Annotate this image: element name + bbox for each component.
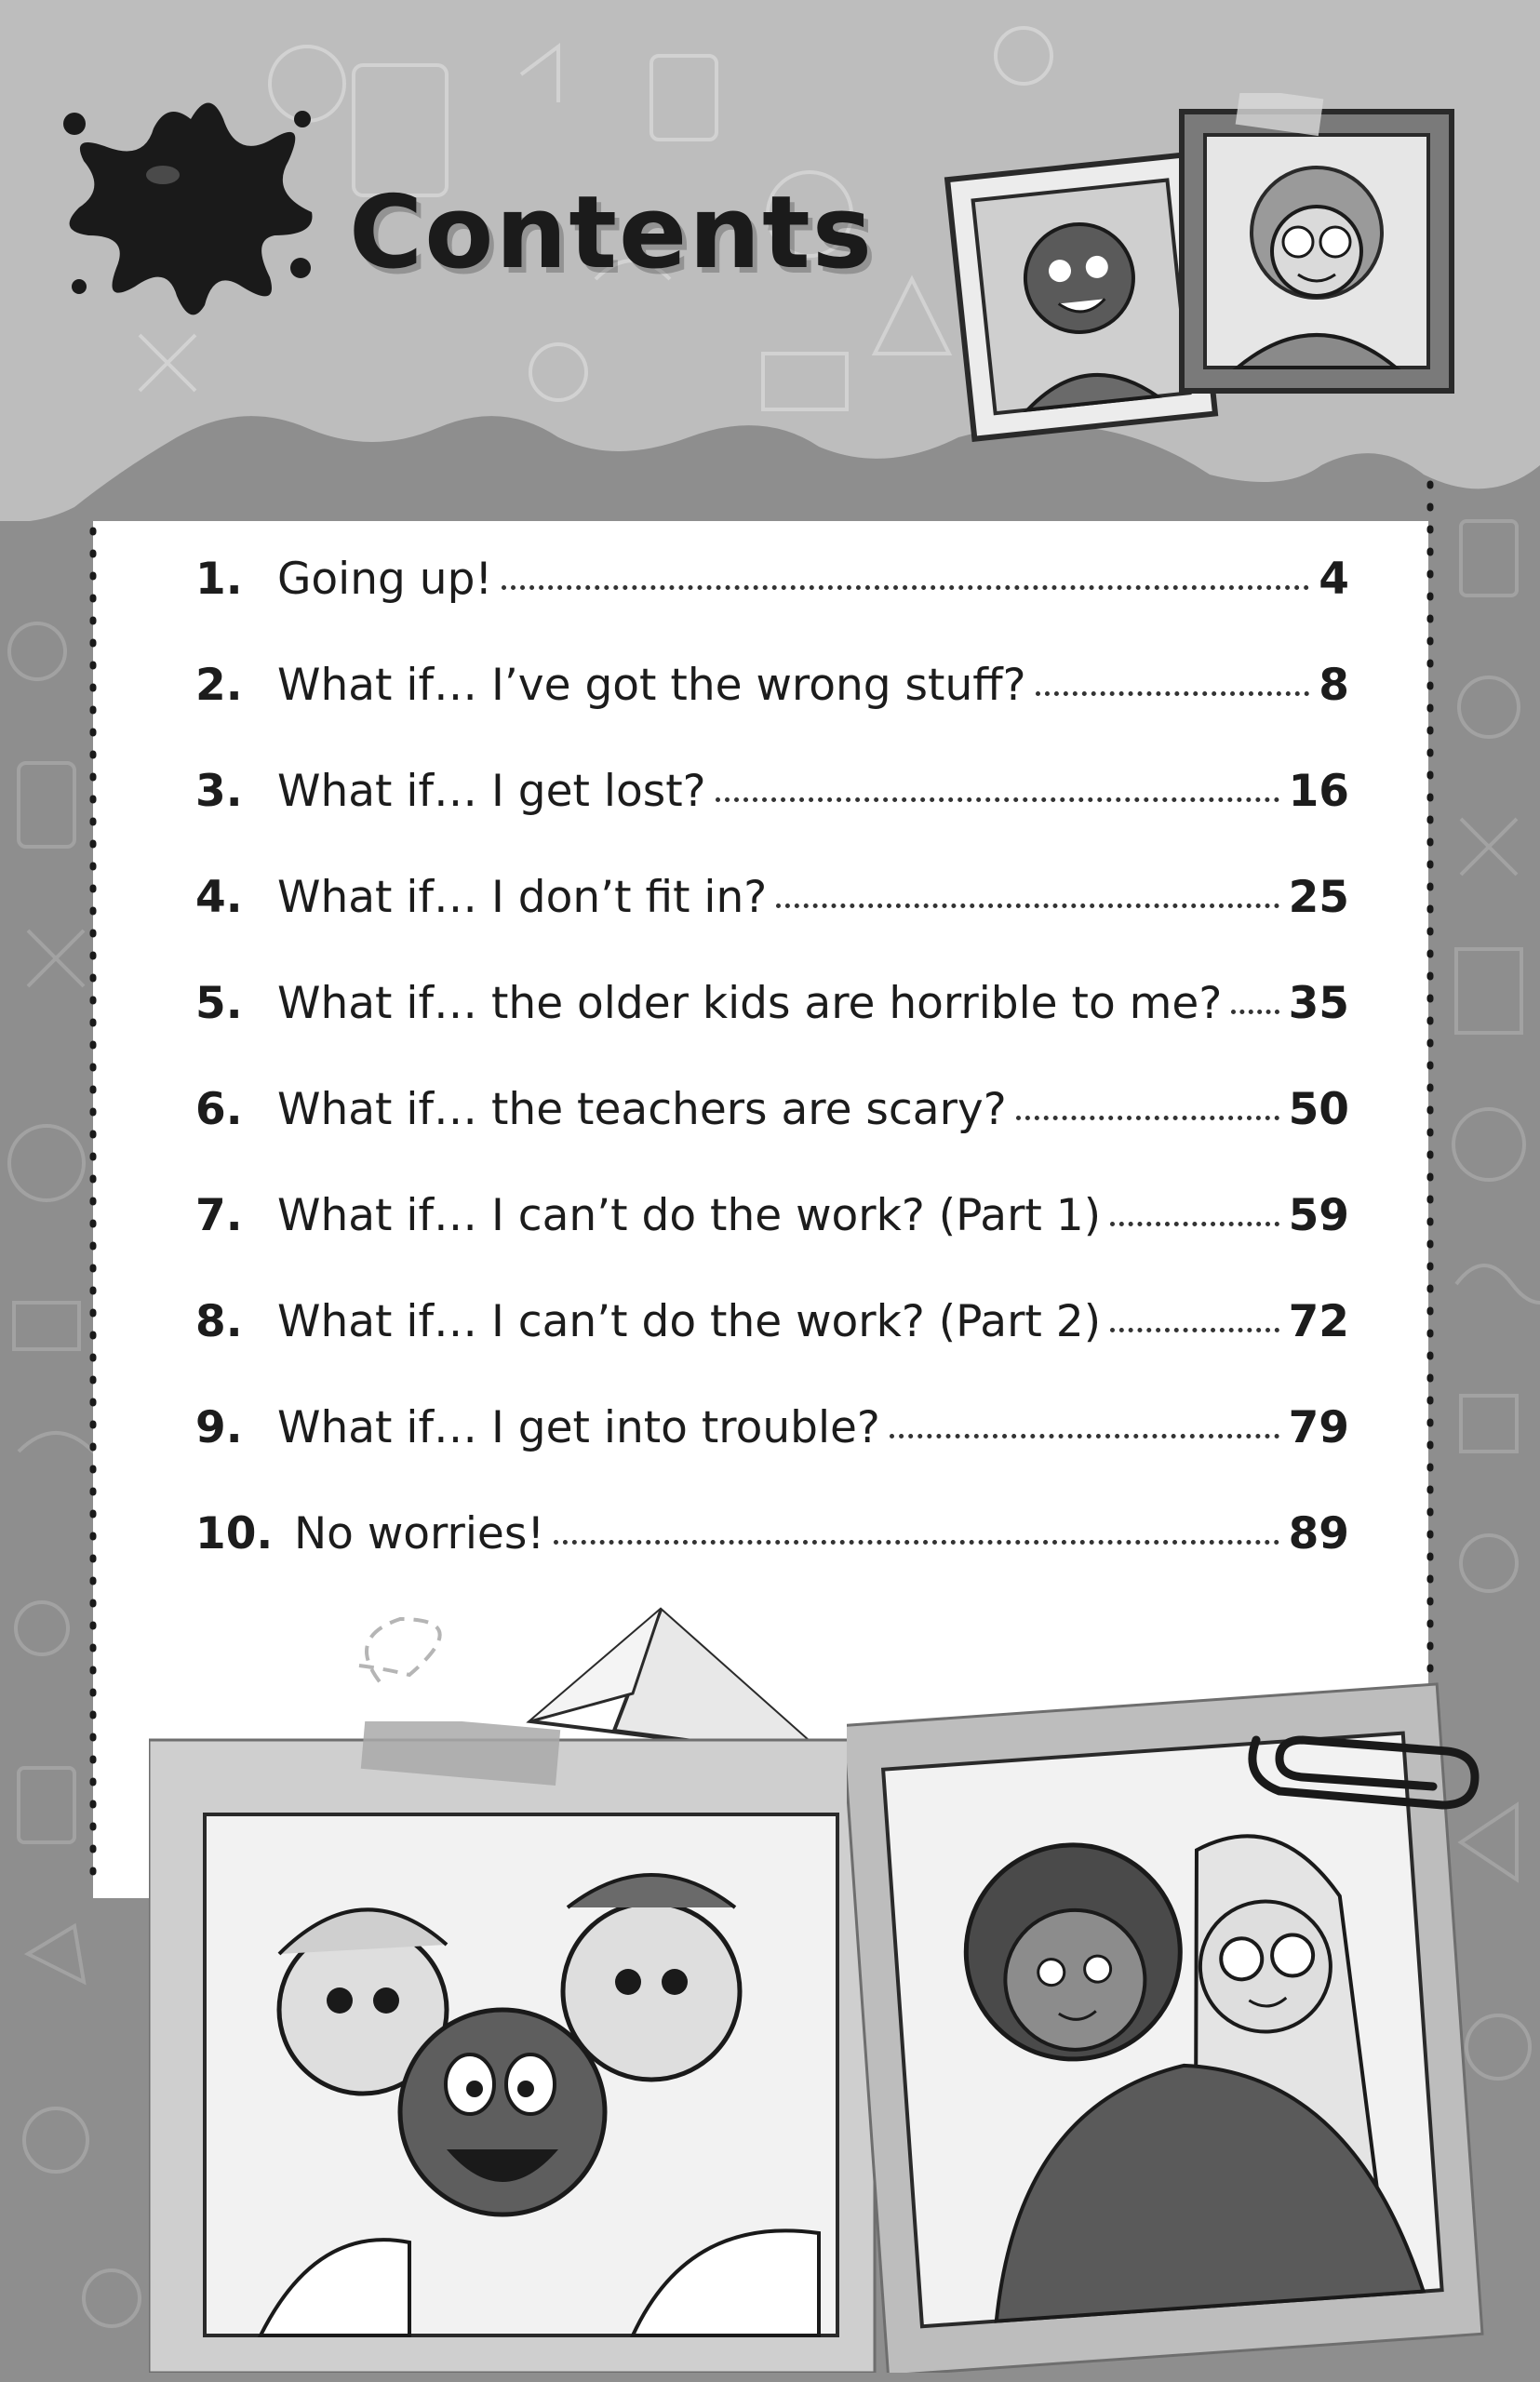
toc-item[interactable] (195, 554, 1349, 660)
toc-item[interactable] (195, 1296, 1349, 1402)
toc-number: 7. (195, 1190, 243, 1241)
toc-title: Going up! (277, 554, 493, 605)
toc-number: 5. (195, 978, 243, 1029)
toc-leader (1110, 1218, 1279, 1226)
portrait-frames-icon (931, 93, 1489, 447)
toc-number: 8. (195, 1296, 243, 1347)
toc-leader (554, 1536, 1279, 1545)
page-title: Contents (349, 175, 875, 291)
table-of-contents (195, 554, 1349, 1614)
toc-number: 10. (195, 1508, 274, 1559)
toc-page: 89 (1288, 1508, 1349, 1559)
toc-number: 6. (195, 1084, 243, 1135)
toc-page: 50 (1288, 1084, 1349, 1135)
toc-item[interactable] (195, 1190, 1349, 1296)
toc-number: 9. (195, 1402, 243, 1453)
toc-number: 1. (195, 554, 243, 605)
toc-item[interactable] (195, 766, 1349, 872)
toc-leader (1016, 1112, 1279, 1120)
toc-title: What if… I’ve got the wrong stuff? (277, 660, 1026, 711)
toc-page: 35 (1288, 978, 1349, 1029)
toc-page: 8 (1319, 660, 1349, 711)
toc-leader (1036, 688, 1310, 696)
toc-title: What if… the older kids are horrible to me? (277, 978, 1223, 1029)
toc-leader (776, 900, 1279, 908)
toc-page: 79 (1288, 1402, 1349, 1453)
toc-title: What if… the teachers are scary? (277, 1084, 1007, 1135)
toc-title: What if… I can’t do the work? (Part 2) (277, 1296, 1102, 1347)
toc-item[interactable] (195, 1084, 1349, 1190)
paperclip-icon (1238, 1703, 1489, 1824)
boys-photo (149, 1721, 893, 2373)
toc-page: 16 (1288, 766, 1349, 817)
toc-item[interactable] (195, 978, 1349, 1084)
ink-splat-icon (51, 82, 321, 324)
toc-title: What if… I don’t fit in? (277, 872, 768, 923)
toc-page: 4 (1319, 554, 1349, 605)
toc-title: No worries! (294, 1508, 545, 1559)
toc-leader (1231, 1006, 1279, 1014)
toc-leader (890, 1430, 1279, 1439)
toc-title: What if… I get lost? (277, 766, 706, 817)
toc-item[interactable] (195, 1402, 1349, 1508)
toc-leader (1110, 1324, 1279, 1332)
toc-number: 4. (195, 872, 243, 923)
toc-number: 3. (195, 766, 243, 817)
toc-item[interactable] (195, 660, 1349, 766)
toc-item[interactable] (195, 872, 1349, 978)
toc-number: 2. (195, 660, 243, 711)
toc-title: What if… I can’t do the work? (Part 1) (277, 1190, 1102, 1241)
toc-page: 25 (1288, 872, 1349, 923)
toc-title: What if… I get into trouble? (277, 1402, 880, 1453)
toc-page: 59 (1288, 1190, 1349, 1241)
toc-leader (716, 794, 1279, 802)
toc-leader (502, 582, 1309, 590)
toc-page: 72 (1288, 1296, 1349, 1347)
